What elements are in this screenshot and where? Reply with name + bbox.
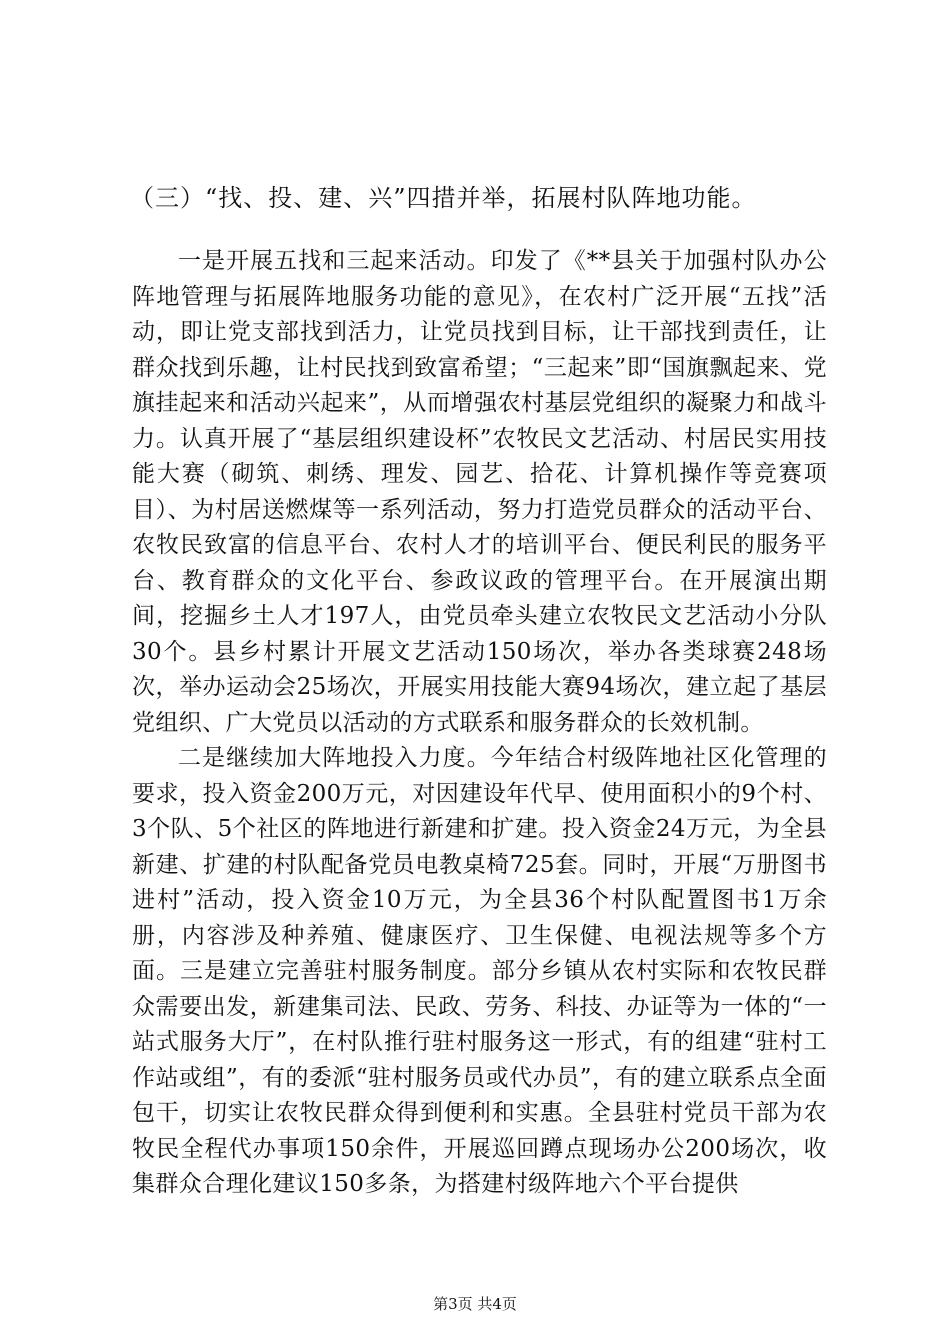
paragraph-two: 二是继续加大阵地投入力度。今年结合村级阵地社区化管理的要求，投入资金200万元，对因建设年代早、使用面积小的9个村、3个队、5个社区的阵地进行新建和扩建。投入资金24万元，为全县新建、扩建的村队配备党员电教桌椅725套。同时，开展“万册图书进村”活动，投入资金10万元，为全县36个村队配置图书1万余册，内容涉及种养殖、健康医疗、卫生保健、电视法规等多个方面。三是建立完善驻村服务制度。部分乡镇从农村实际和农牧民群众需要出发，新建集司法、民政、劳务、科技、办证等为一体的“一站式服务大厅”，在村队推行驻村服务这一形式，有的组建“驻村工作站或组”，有的委派“驻村服务员或代办员”，有的建立联系点全面包干，切实让农牧民群众得到便利和实惠。全县驻村党员干部为农牧民全程代办事项150余件，开展巡回蹲点现场办公200场次，收集群众合理化建议150多条，为搭建村级阵地六个平台提供 xyxy=(132,745,827,1197)
section-heading: （三）“找、投、建、兴”四措并举，拓展村队阵地功能。 xyxy=(130,184,757,212)
body-text xyxy=(132,244,827,1203)
page-footer: 第3页 共4页 xyxy=(433,1295,517,1313)
paragraph-one: 一是开展五找和三起来活动。印发了《**县关于加强村队办公阵地管理与拓展阵地服务功能的意见》，在农村广泛开展“五找”活动，即让党支部找到活力，让党员找到目标，让干部找到责任，让群众找到乐趣，让村民找到致富希望；“三起来”即“国旗飘起来、党旗挂起来和活动兴起来”，从而增强农村基层党组织的凝聚力和战斗力。认真开展了“基层组织建设杯”农牧民文艺活动、村居民实用技能大赛（砌筑、刺绣、理发、园艺、拾花、计算机操作等竞赛项目）、为村居送燃煤等一系列活动，努力打造党员群众的活动平台、农牧民致富的信息平台、农村人才的培训平台、便民利民的服务平台、教育群众的文化平台、参政议政的管理平台。在开展演出期间，挖掘乡土人才197人，由党员牵头建立农牧民文艺活动小分队30个。县乡村累计开展文艺活动150场次，举办各类球赛248场次，举办运动会25场次，开展实用技能大赛94场次，建立起了基层党组织、广大党员以活动的方式联系和服务群众的长效机制。 xyxy=(132,248,827,736)
